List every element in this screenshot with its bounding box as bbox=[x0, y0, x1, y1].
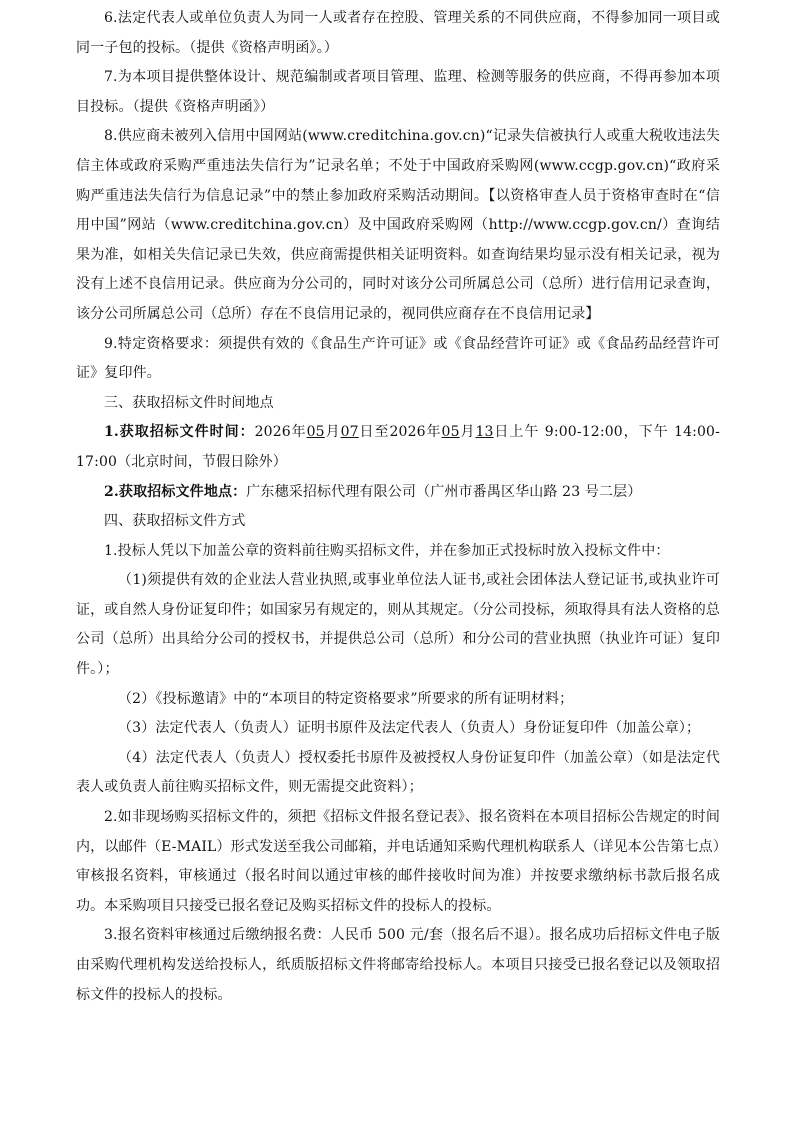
section-heading-4: 四、获取招标文件方式 bbox=[104, 513, 246, 530]
paragraph-item-6: 6.法定代表人或单位负责人为同一人或者存在控股、管理关系的不同供应商，不得参加同一项目或同一子包的投标。（提供《资格声明函》。） bbox=[76, 10, 720, 56]
paragraph-method-1: 1.投标人凭以下加盖公章的资料前往购买招标文件，并在参加正式投标时放入投标文件中： bbox=[104, 542, 670, 559]
paragraph-method-1d: （4）法定代表人（负责人）授权委托书原件及被授权人身份证复印件（加盖公章）（如是法定代表人或负责人前往购买招标文件，则无需提交此资料）； bbox=[76, 749, 720, 796]
time-year-1: 2026 bbox=[254, 424, 291, 441]
time-rest: 日上午 9:00-12:00，下午 14:00-17:00（北京时间，节假日除外） bbox=[76, 424, 720, 470]
paragraph-method-1a: （1)须提供有效的企业法人营业执照,或事业单位法人证书,或社会团体法人登记证书,或执业许可证，或自然人身份证复印件；如国家另有规定的，则从其规定。（分公司投标，须取得具有法人资格的总公司（总所）出具给分公司的授权书，并提供总公司（总所）和分公司的营业执照（执业许可证）复印件。）； bbox=[76, 572, 720, 678]
place-label: 2.获取招标文件地点： bbox=[104, 483, 247, 500]
time-text-4: 年 bbox=[425, 424, 442, 441]
paragraph-item-7: 7.为本项目提供整体设计、规范编制或者项目管理、监理、检测等服务的供应商，不得再参加本项目投标。（提供《资格声明函》） bbox=[76, 69, 720, 115]
paragraph-method-3: 3.报名资料审核通过后缴纳报名费：人民币 500 元/套（报名后不退）。报名成功后招标文件电子版由采购代理机构发送给投标人，纸质版招标文件将邮寄给投标人。本项目只接受已报名登记以及领取招标文件的投标人的投标。 bbox=[76, 927, 720, 1003]
paragraph-item-9: 9.特定资格要求：须提供有效的《食品生产许可证》或《食品经营许可证》或《食品药品经营许可证》复印件。 bbox=[76, 335, 720, 382]
time-text-5: 月 bbox=[459, 424, 476, 441]
time-month-1: 05 bbox=[306, 424, 325, 441]
paragraph-item-8: 8.供应商未被列入信用中国网站(www.creditchina.gov.cn)“记录失信被执行人或重大税收违法失信主体或政府采购严重违法失信行为”记录名单；不处于中国政府采购网(www.ccgp.gov.cn)“政府采购严重违法失信行为信息记录”中的禁止参加政府采购活动期间。【以资格审查人员于资格审查时在“信用中国”网站（www.creditchina.gov.cn）及中国政府采购网（http://www.ccgp.gov.cn/）查询结果为准，如相关失信记录已失效，供应商需提供相关证明资料。如查询结果均显示没有相关记录，视为没有上述不良信用记录。供应商为分公司的，同时对该分公司所属总公司（总所）进行信用记录查询，该分公司所属总公司（总所）存在不良信用记录的，视同供应商存在不良信用记录】 bbox=[76, 128, 720, 322]
time-month-2: 05 bbox=[441, 424, 460, 441]
time-day-1: 07 bbox=[340, 424, 359, 441]
paragraph-place bbox=[76, 478, 720, 508]
section-heading-3: 三、获取招标文件时间地点 bbox=[104, 394, 274, 411]
time-text-1: 年 bbox=[290, 424, 307, 441]
time-year-2: 2026 bbox=[389, 424, 426, 441]
paragraph-time bbox=[76, 418, 720, 477]
time-text-3: 日至 bbox=[358, 424, 390, 441]
paragraph-method-1b: （2）《投标邀请》中的“本项目的特定资格要求”所要求的所有证明材料； bbox=[118, 690, 574, 707]
time-text-2: 月 bbox=[324, 424, 341, 441]
time-label: 1.获取招标文件时间： bbox=[104, 424, 255, 441]
time-day-2: 13 bbox=[475, 424, 494, 441]
paragraph-method-1c: （3）法定代表人（负责人）证明书原件及法定代表人（负责人）身份证复印件（加盖公章）； bbox=[118, 720, 701, 737]
paragraph-method-2: 2.如非现场购买招标文件的，须把《招标文件报名登记表》、报名资料在本项目招标公告规定的时间内，以邮件（E-MAIL）形式发送至我公司邮箱，并电话通知采购代理机构联系人（详见本公告第七点）审核报名资料，审核通过（报名时间以通过审核的邮件接收时间为准）并按要求缴纳标书款后报名成功。本采购项目只接受已报名登记及购买招标文件的投标人的投标。 bbox=[76, 809, 720, 914]
document-page bbox=[76, 4, 720, 1010]
place-value: 广东穗采招标代理有限公司（广州市番禺区华山路 23 号二层） bbox=[246, 483, 642, 500]
